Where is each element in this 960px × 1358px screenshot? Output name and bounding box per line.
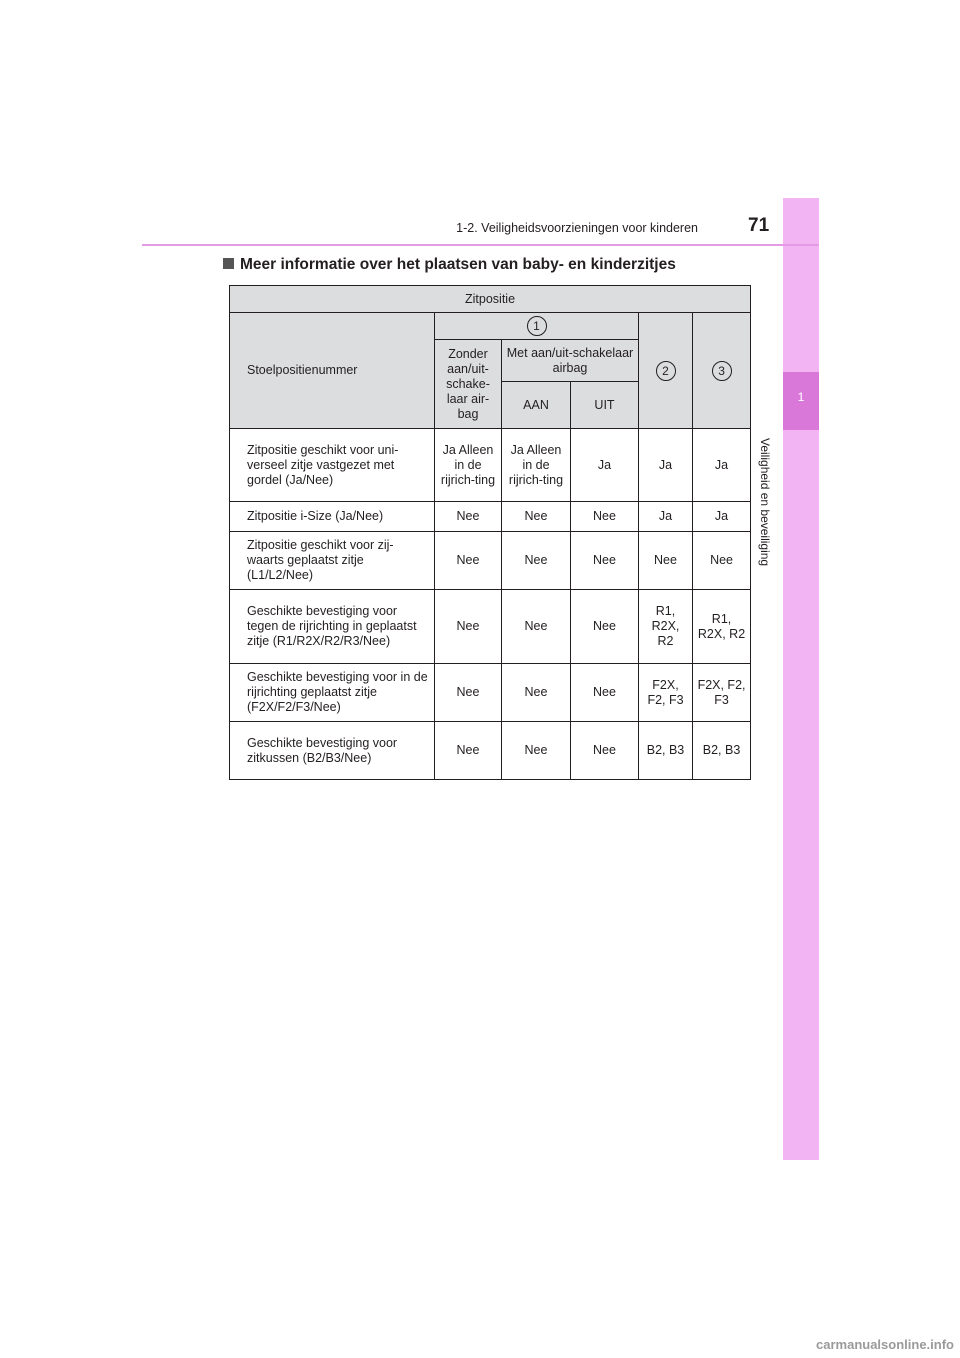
page-number: 71 [748, 215, 770, 236]
seat-number-header: Stoelpositienummer [230, 313, 435, 429]
table-cell: Ja [693, 502, 751, 532]
table-cell: Nee [502, 532, 571, 590]
table-row [230, 429, 751, 502]
table-cell: Nee [435, 532, 502, 590]
table-cell: B2, B3 [639, 722, 693, 780]
side-tab-label: Veiligheid en beveiliging [758, 438, 772, 567]
seat-2-header [639, 313, 693, 429]
table-cell: B2, B3 [693, 722, 751, 780]
table-cell: Nee [435, 590, 502, 664]
table-cell: R1, R2X, R2 [693, 590, 751, 664]
table-cell: Nee [571, 502, 639, 532]
seat-position-table [229, 285, 751, 780]
col-without-switch: Zonder aan/uit-schake-laar air-bag [435, 340, 502, 429]
table-cell: Nee [435, 664, 502, 722]
watermark: carmanualsonline.info [816, 1337, 954, 1352]
table-cell: Nee [435, 722, 502, 780]
header-rule [142, 244, 819, 246]
col-airbag-on: AAN [502, 382, 571, 429]
row-label: Geschikte bevestiging voor tegen de rijrichting in geplaatst zitje (R1/R2X/R2/R3/Nee) [230, 590, 435, 664]
col-with-switch: Met aan/uit-schakelaar airbag [502, 340, 639, 382]
table-cell: Nee [502, 590, 571, 664]
table-cell: F2X, F2, F3 [639, 664, 693, 722]
section-title [223, 256, 676, 274]
row-label: Zitpositie geschikt voor zij-waarts geplaatst zitje (L1/L2/Nee) [230, 532, 435, 590]
table-row [230, 532, 751, 590]
table-cell: Nee [502, 502, 571, 532]
table-cell: Ja Alleen in de rijrich-ting [502, 429, 571, 502]
table-row [230, 590, 751, 664]
side-tab-number: 1 [797, 390, 805, 404]
table-cell: Nee [571, 664, 639, 722]
seat-3-circle: 3 [712, 361, 732, 381]
table-cell: Nee [502, 664, 571, 722]
table-cell: R1, R2X, R2 [639, 590, 693, 664]
table-cell: Nee [571, 532, 639, 590]
table-cell: Ja [571, 429, 639, 502]
seat-2-circle: 2 [656, 361, 676, 381]
row-label: Geschikte bevestiging voor zitkussen (B2/B3/Nee) [230, 722, 435, 780]
table-cell: Nee [693, 532, 751, 590]
section-title-text: Meer informatie over het plaatsen van baby- en kinderzitjes [240, 256, 676, 273]
table-cell: Nee [571, 722, 639, 780]
row-label: Zitpositie i-Size (Ja/Nee) [230, 502, 435, 532]
table-cell: Ja Alleen in de rijrich-ting [435, 429, 502, 502]
col-airbag-off: UIT [571, 382, 639, 429]
seat-1-circle: 1 [527, 316, 547, 336]
table-cell: Ja [639, 429, 693, 502]
table-cell: Ja [639, 502, 693, 532]
table-cell: Nee [502, 722, 571, 780]
side-tab [783, 198, 819, 1160]
table-cell: Nee [571, 590, 639, 664]
table-cell: Ja [693, 429, 751, 502]
table-cell: F2X, F2, F3 [693, 664, 751, 722]
table-title: Zitpositie [230, 286, 751, 313]
table-row [230, 502, 751, 532]
row-label: Geschikte bevestiging voor in de rijrichting geplaatst zitje (F2X/F2/F3/Nee) [230, 664, 435, 722]
square-bullet-icon [223, 258, 234, 269]
table-cell: Nee [435, 502, 502, 532]
table-row [230, 664, 751, 722]
seat-3-header [693, 313, 751, 429]
row-label: Zitpositie geschikt voor uni-verseel zitje vastgezet met gordel (Ja/Nee) [230, 429, 435, 502]
table-cell: Nee [639, 532, 693, 590]
seat-1-header [435, 313, 639, 340]
running-header: 1-2. Veiligheidsvoorzieningen voor kinderen [456, 221, 698, 235]
table-row [230, 722, 751, 780]
